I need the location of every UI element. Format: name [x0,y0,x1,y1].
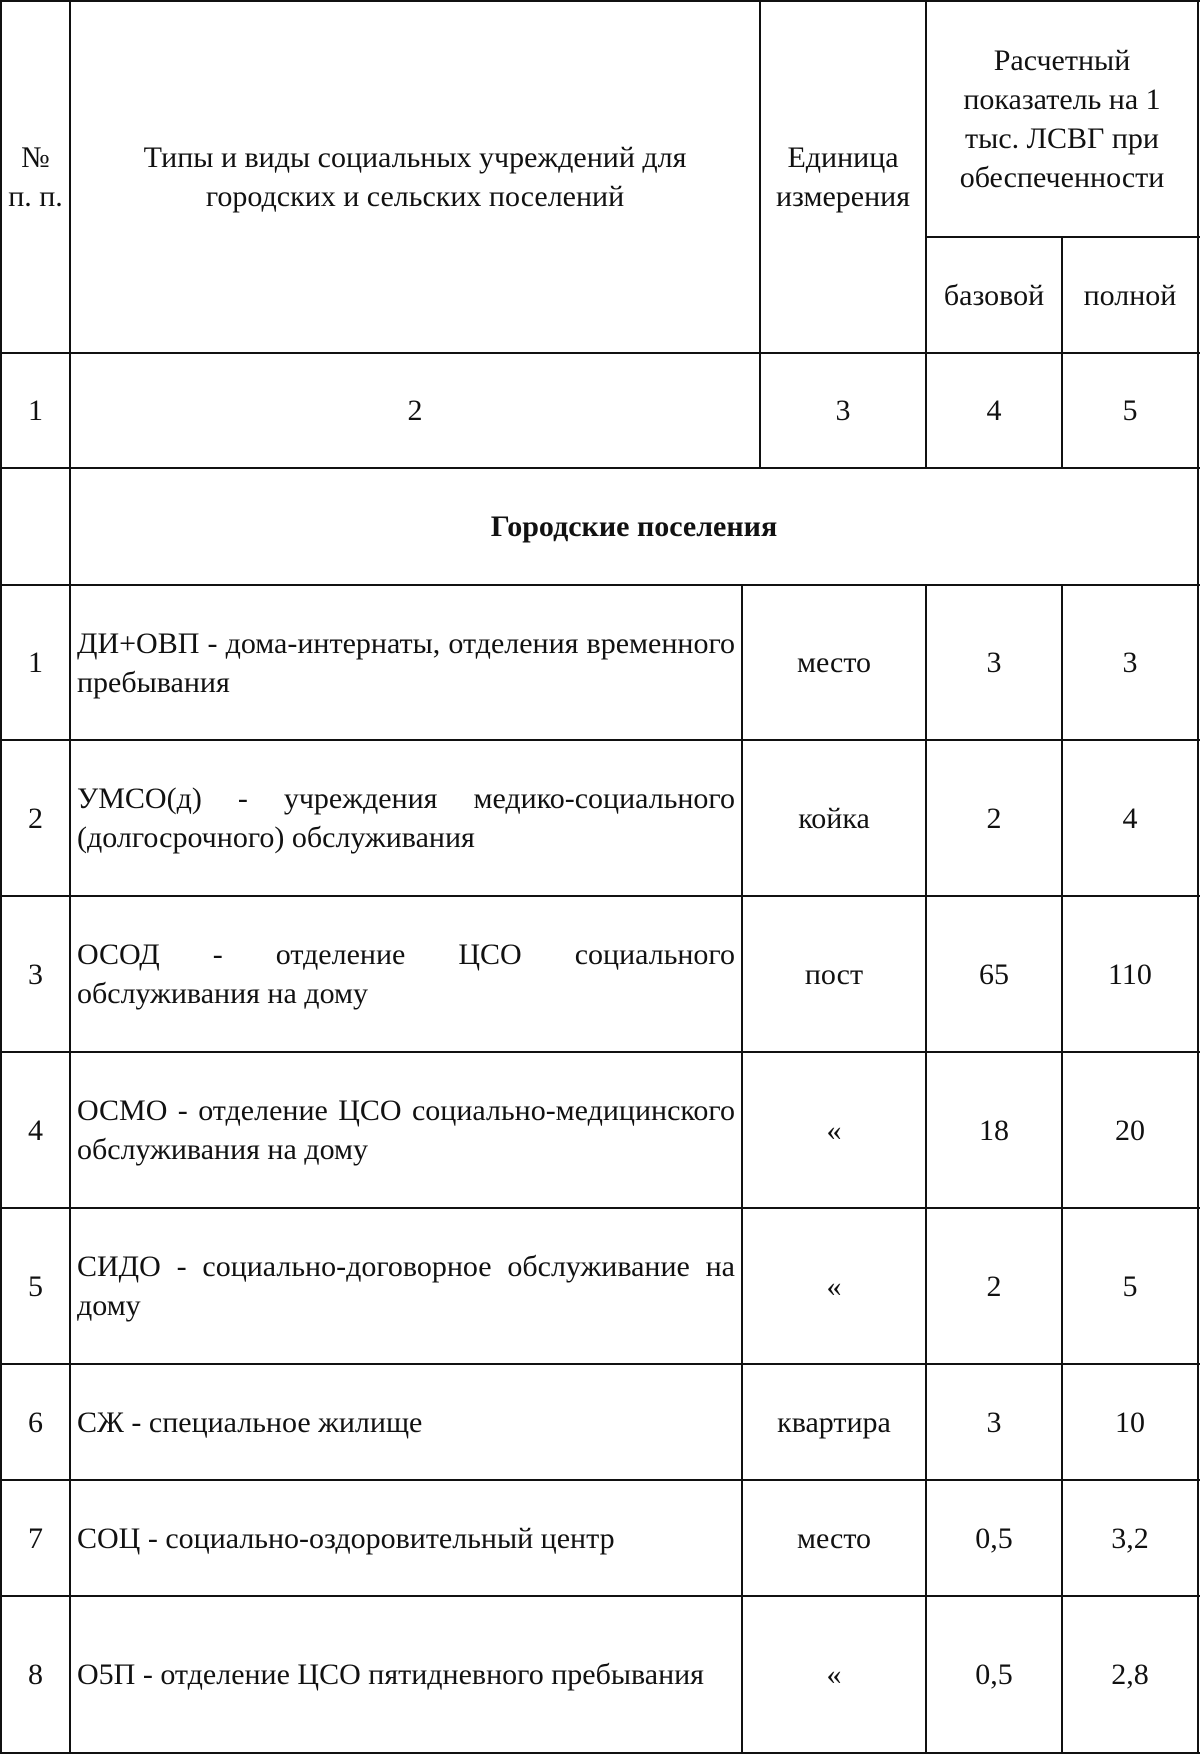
row-unit: « [826,1658,842,1691]
table-border-bottom [0,1752,1200,1754]
header-type: Типы и виды социальных учреждений для городских и сельских поселений [143,141,687,213]
row-name: СЖ - специальное жилище [77,1405,423,1439]
header-full: полной [1083,278,1177,312]
row-full: 4 [1122,801,1138,835]
row-name: СОЦ - социально-оздоровительный центр [77,1521,615,1555]
row-name: ОСОД - отделение ЦСО социального обслуживания на дому [77,938,735,1010]
row-full: 5 [1122,1269,1138,1303]
row-basic: 0,5 [975,1521,1013,1555]
column-number: 4 [986,394,1002,427]
column-number: 3 [835,394,851,427]
row-unit: койка [798,801,870,835]
row-full: 10 [1115,1405,1145,1439]
row-basic: 3 [986,1405,1002,1439]
row-number: 6 [28,1405,43,1439]
row-name: СИДО - социально-договорное обслуживание на дому [77,1250,735,1322]
row-number: 8 [28,1658,43,1691]
row-unit: « [826,1269,842,1303]
row-full: 3,2 [1111,1521,1149,1555]
row-number: 7 [28,1521,43,1555]
column-number: 5 [1122,394,1138,427]
row-basic: 2 [986,801,1002,835]
row-name: ДИ+ОВП - дома-интернаты, отделения временного пребывания [77,626,735,699]
row-full: 3 [1122,646,1138,679]
row-name: УМСО(д) - учреждения медико-социального (долгосрочного) обслуживания [77,782,735,854]
row-basic: 18 [979,1113,1009,1147]
row-unit: пост [804,957,864,991]
row-number: 2 [28,801,43,835]
row-full: 20 [1115,1113,1145,1147]
row-basic: 3 [986,646,1002,679]
row-unit: квартира [777,1405,891,1439]
column-number: 2 [407,394,423,427]
header-basic: базовой [943,278,1045,312]
header-number: № п. п. [8,141,63,213]
table-border-right [1197,0,1199,1754]
row-name: ОСМО - отделение ЦСО социально-медицинского обслуживания на дому [77,1094,735,1166]
header-indicator: Расчетный показатель на 1 тыс. ЛСВГ при обеспеченности [959,44,1165,194]
row-basic: 65 [979,957,1009,991]
row-name: О5П - отделение ЦСО пятидневного пребывания [77,1658,704,1691]
row-number: 1 [28,646,43,679]
row-number: 4 [28,1113,43,1147]
row-number: 3 [28,957,43,991]
column-number: 1 [28,394,43,427]
section-title: Городские поселения [490,510,778,543]
row-unit: место [796,1521,872,1555]
row-full: 2,8 [1111,1658,1149,1691]
row-full: 110 [1108,957,1152,991]
row-unit: « [826,1113,842,1147]
row-number: 5 [28,1269,43,1303]
row-unit: место [796,646,872,679]
header-unit: Единица измерения [775,141,910,213]
row-basic: 0,5 [975,1658,1013,1691]
row-basic: 2 [986,1269,1002,1303]
